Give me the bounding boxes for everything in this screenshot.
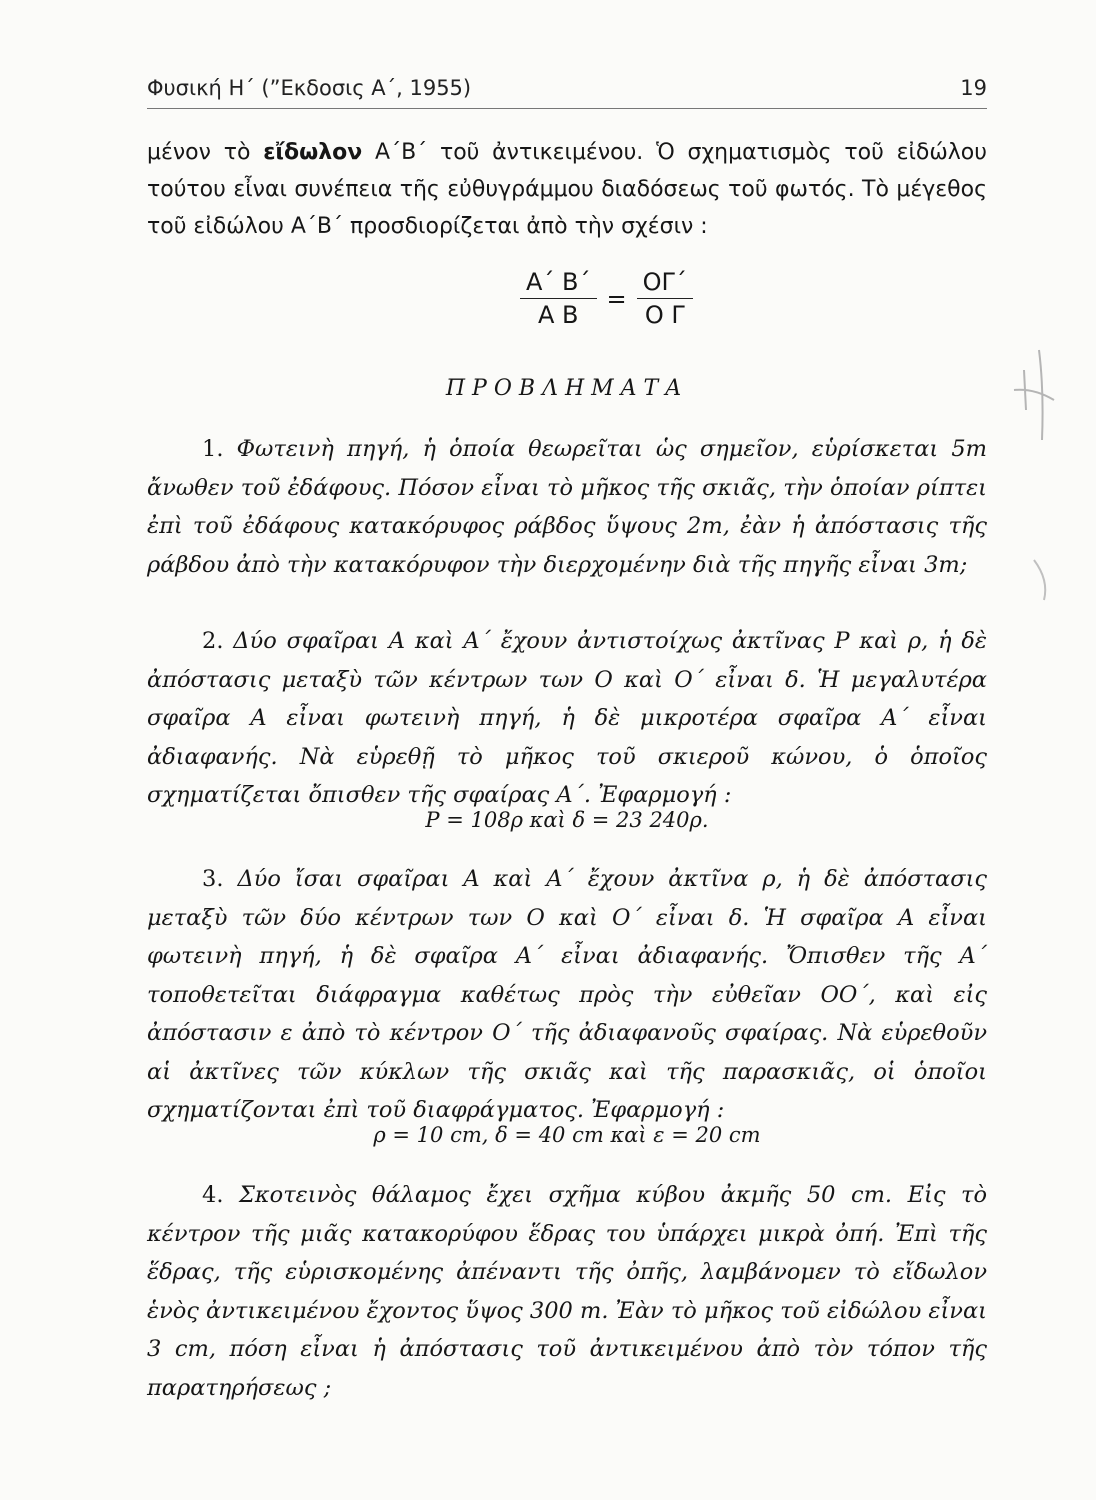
- problem-1-label: 1.: [202, 436, 224, 462]
- problem-4-label: 4.: [202, 1182, 224, 1208]
- problem-3-label: 3.: [202, 866, 224, 892]
- bold-term: εἴδωλον: [263, 140, 363, 165]
- right-fraction: [637, 268, 693, 329]
- ratio-formula: [520, 268, 693, 329]
- left-denominator: Α Β: [538, 301, 579, 329]
- pencil-marks: [1004, 330, 1084, 610]
- problem-3-application: ρ = 10 cm, δ = 40 cm καὶ ε = 20 cm: [373, 1123, 761, 1147]
- running-header: [147, 76, 987, 100]
- left-fraction: [520, 268, 597, 329]
- problem-2-application: Ρ = 108ρ καὶ δ = 23 240ρ.: [425, 808, 709, 832]
- header-title: Φυσική Η΄ (”Εκδοσις Α΄, 1955): [147, 76, 472, 100]
- section-title: ΠΡΟΒΛΗΜΑΤΑ: [445, 376, 689, 401]
- problem-2-label: 2.: [202, 628, 224, 654]
- problem-4-text: Σκοτεινὸς θάλαμος ἔχει σχῆμα κύβου ἀκμῆς 50 cm. Εἰς τὸ κέντρον τῆς μιᾶς κατακορύφου ἕδρας του ὑπάρχει μικρὰ ὀπή. Ἐπὶ τῆς ἕδρας, τῆς εὑρισκομένης ἀπέναντι τῆς ὀπῆς, λαμβάνομεν τὸ εἴδωλον ἑνὸς ἀντικειμένου ἔχοντος ὕψος 300 m. Ἐὰν τὸ μῆκος τοῦ εἰδώλου εἶναι 3 cm, πόση εἶναι ἡ ἀπόστασις τοῦ ἀντικειμένου ἀπὸ τὸν τόπον τῆς παρατηρήσεως ;: [147, 1182, 988, 1401]
- problem-4: [147, 1176, 987, 1407]
- right-numerator: ΟΓ΄: [637, 268, 693, 299]
- header-rule: [147, 108, 987, 109]
- problem-2-text: Δύο σφαῖραι Α καὶ Α΄ ἔχουν ἀντιστοίχως ἀκτῖνας Ρ καὶ ρ, ἡ δὲ ἀπόστασις μεταξὺ τῶν κέντρων των Ο καὶ Ο΄ εἶναι δ. Ἡ μεγαλυτέρα σφαῖρα Α εἶναι φωτεινὴ πηγή, ἡ δὲ μικροτέρα σφαῖρα Α΄ εἶναι ἀδιαφανής. Νὰ εὑρεθῇ τὸ μῆκος τοῦ σκιεροῦ κώνου, ὁ ὁποῖος σχηματίζεται ὄπισθεν τῆς σφαίρας Α΄. Ἐφαρμογή :: [147, 628, 988, 808]
- intro-text-before: μένον τὸ: [147, 140, 264, 165]
- problem-3: [147, 860, 987, 1130]
- problem-1-text: Φωτεινὴ πηγή, ἡ ὁποία θεωρεῖται ὡς σημεῖον, εὑρίσκεται 5m ἄνωθεν τοῦ ἐδάφους. Πόσον εἶναι τὸ μῆκος τῆς σκιᾶς, τὴν ὁποίαν ρίπτει ἐπὶ τοῦ ἐδάφους κατακόρυφος ράβδος ὕψους 2m, ἐὰν ἡ ἀπόστασις τῆς ράβδου ἀπὸ τὴν κατακόρυφον τὴν διερχομένην διὰ τῆς πηγῆς εἶναι 3m;: [147, 436, 988, 578]
- right-denominator: Ο Γ: [644, 301, 685, 329]
- left-numerator: Α΄ Β΄: [520, 268, 597, 299]
- page-number: 19: [960, 76, 987, 100]
- intro-text-after: Α΄Β΄ τοῦ ἀντικειμένου. Ὁ σχηματισμὸς τοῦ εἰδώλου τούτου εἶναι συνέπεια τῆς εὐθυγράμμου διαδόσεως τοῦ φωτός. Τὸ μέγεθος τοῦ εἰδώλου Α΄Β΄ προσδιορίζεται ἀπὸ τὴν σχέσιν :: [147, 140, 987, 239]
- problem-3-text: Δύο ἴσαι σφαῖραι Α καὶ Α΄ ἔχουν ἀκτῖνα ρ, ἡ δὲ ἀπόστασις μεταξὺ τῶν δύο κέντρων των Ο καὶ Ο΄ εἶναι δ. Ἡ σφαῖρα Α εἶναι φωτεινὴ πηγή, ἡ δὲ σφαῖρα Α΄ εἶναι ἀδιαφανής. Ὄπισθεν τῆς Α΄ τοποθετεῖται διάφραγμα καθέτως πρὸς τὴν εὐθεῖαν ΟΟ΄, καὶ εἰς ἀπόστασιν ε ἀπὸ τὸ κέντρον Ο΄ τῆς ἀδιαφανοῦς σφαίρας. Νὰ εὑρεθοῦν αἱ ἀκτῖνες τῶν κύκλων τῆς σκιᾶς καὶ τῆς παρασκιᾶς, οἱ ὁποῖοι σχηματίζονται ἐπὶ τοῦ διαφράγματος. Ἐφαρμογή :: [147, 866, 988, 1123]
- problem-1: [147, 430, 987, 584]
- equals-sign: =: [606, 284, 627, 313]
- intro-paragraph: [147, 134, 987, 245]
- problem-2: [147, 622, 987, 815]
